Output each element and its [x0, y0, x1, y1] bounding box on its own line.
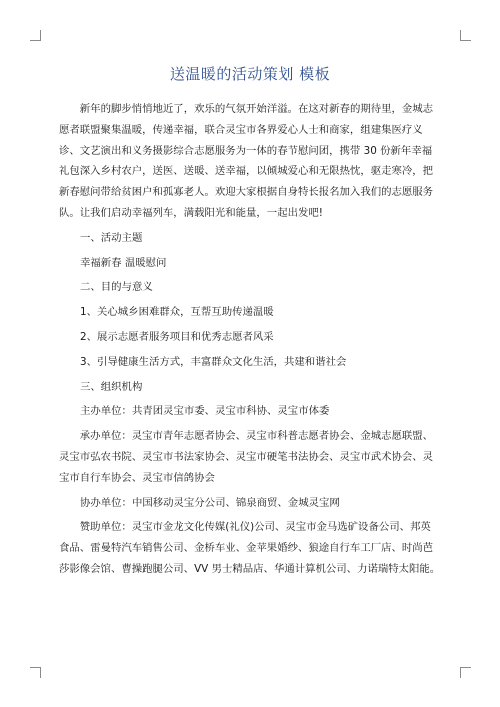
- section-heading-purpose: 二、目的与意义: [80, 281, 153, 294]
- section-heading-organization: 三、组织机构: [80, 380, 143, 393]
- document-title: 送温暖的活动策划 模板: [169, 65, 331, 83]
- purpose-item-1: 1、关心城乡困难群众，互帮互助传递温暖: [80, 306, 274, 319]
- intro-paragraph: 新年的脚步悄悄地近了，欢乐的气氛开始洋溢。在这对新春的期待里，金城志愿者联盟聚集温暖，传递幸福，联合灵宝市各界爱心人士和商家，组建集医疗义诊、文艺演出和义务摄影综合志愿服务为一体的春节慰问团，携带 30 份新年幸福礼包深入乡村农户，送医、送暖、送幸福，以倾城爱心和无限热忱，驱走寒冷，把新春慰问带给贫困户和孤寡老人。欢迎大家根据自身特长报名加入我们的志愿服务队。让我们启动幸福列车，满载阳光和能量，一起出发吧!: [59, 103, 434, 219]
- purpose-item-3: 3、引导健康生活方式，丰富群众文化生活，共建和谐社会: [80, 355, 347, 368]
- host-units: 主办单位：共青团灵宝市委、灵宝市科协、灵宝市体委: [80, 405, 330, 418]
- corner-mark-top-right: [460, 30, 471, 41]
- sponsor-units: 赞助单位：灵宝市金龙文化传媒(礼仪)公司、灵宝市金马选矿设备公司、邦英食品、雷曼特汽车销售公司、金桥车业、金苹果婚纱、狼途自行车工厂店、时尚芭莎影像会馆、曹操跑腿公司、VV 男士精品店、华通计算机公司、力诺瑞特太阳能。: [59, 521, 441, 575]
- organizer-units: 承办单位：灵宝市青年志愿者协会、灵宝市科普志愿者协会、金城志愿联盟、灵宝市弘农书院、灵宝市书法家协会、灵宝市硬笔书法协会、灵宝市武术协会、灵宝市自行车协会、灵宝市信鸽协会: [59, 430, 434, 484]
- co-organizer-units: 协办单位：中国移动灵宝分公司、锦泉商贸、金城灵宝网: [80, 496, 340, 509]
- corner-mark-bottom-left: [30, 667, 41, 678]
- purpose-item-2: 2、展示志愿者服务项目和优秀志愿者风采: [80, 330, 274, 343]
- theme-text: 幸福新春 温暖慰问: [80, 256, 167, 269]
- corner-mark-bottom-right: [460, 667, 471, 678]
- corner-mark-top-left: [30, 30, 41, 41]
- section-heading-theme: 一、活动主题: [80, 231, 143, 244]
- document-body: [59, 99, 441, 580]
